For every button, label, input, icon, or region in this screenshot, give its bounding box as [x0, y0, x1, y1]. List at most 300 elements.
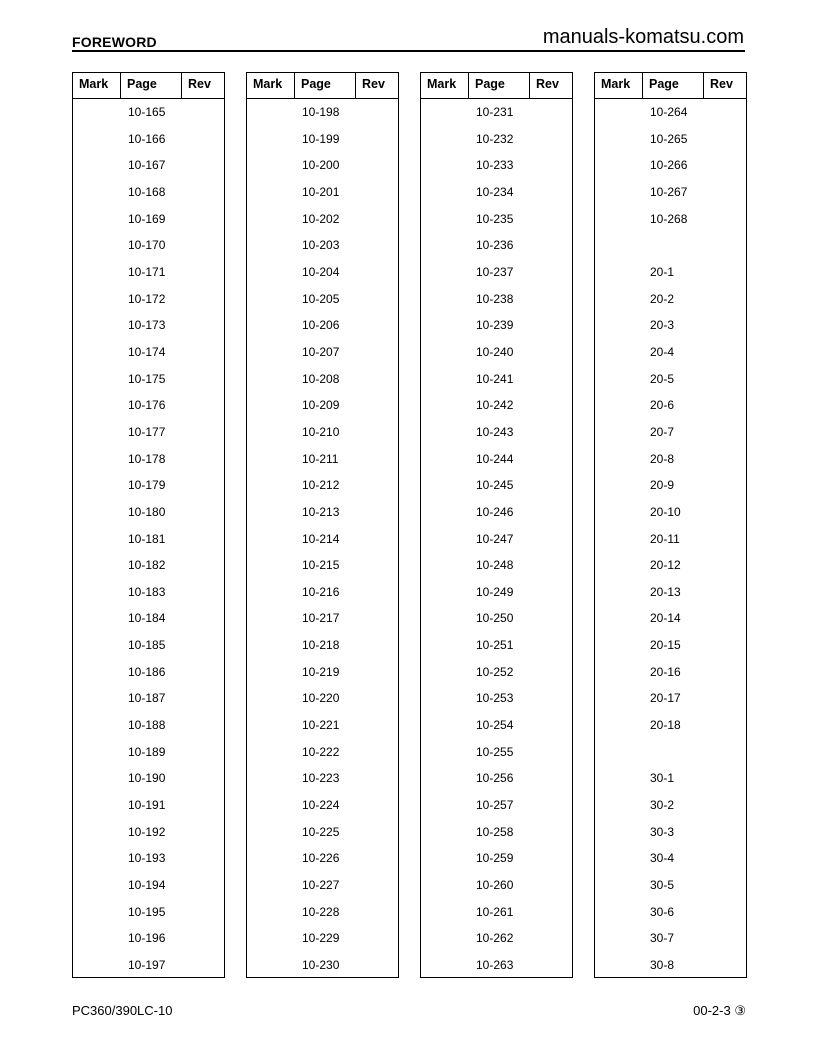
table-row [421, 499, 572, 526]
page-cell: 10-166 [128, 131, 166, 146]
rev-cell [704, 419, 746, 446]
mark-cell [73, 312, 121, 339]
page-cell: 10-218 [302, 638, 340, 653]
mark-cell [73, 232, 121, 259]
mark-cell [421, 685, 469, 712]
page-cell: 10-194 [128, 878, 166, 893]
page-cell: 10-211 [302, 451, 339, 466]
page-cell: 30-8 [650, 958, 675, 972]
rev-cell [356, 685, 398, 712]
rev-cell [530, 259, 572, 286]
page-cell: 10-190 [128, 771, 166, 786]
page-cell: 10-223 [302, 771, 340, 786]
rev-cell [530, 286, 572, 313]
mark-cell [247, 232, 295, 259]
table-row [73, 712, 224, 739]
table-header [247, 73, 398, 99]
mark-cell [595, 446, 643, 473]
rev-cell [704, 286, 746, 313]
mark-cell [73, 739, 121, 766]
rev-cell [704, 472, 746, 499]
rev-cell [356, 819, 398, 846]
rev-cell [530, 152, 572, 179]
rev-cell [356, 659, 398, 686]
mark-cell [73, 872, 121, 899]
rev-cell [356, 952, 398, 979]
mark-cell [421, 872, 469, 899]
mark-cell [73, 605, 121, 632]
rev-cell [182, 339, 224, 366]
mark-cell [595, 899, 643, 926]
table-row [595, 472, 746, 499]
page-cell: 10-220 [302, 691, 340, 706]
rev-cell [182, 552, 224, 579]
page-cell: 20-5 [650, 371, 675, 386]
mark-cell [247, 446, 295, 473]
rev-cell [530, 339, 572, 366]
page-cell: 10-228 [302, 904, 340, 919]
mark-cell [595, 739, 643, 766]
rev-cell [704, 659, 746, 686]
page-cell: 10-237 [476, 264, 514, 279]
rev-cell [704, 925, 746, 952]
page-cell: 20-9 [650, 478, 675, 493]
rev-cell [356, 472, 398, 499]
page-cell: 10-246 [476, 504, 514, 519]
page-cell: 10-200 [302, 158, 340, 173]
table-row [73, 126, 224, 153]
page-cell: 10-255 [476, 744, 514, 759]
page-cell: 10-214 [302, 531, 340, 546]
table-row [247, 99, 398, 126]
page-cell: 10-175 [128, 371, 166, 386]
rev-cell [356, 206, 398, 233]
header-mark: Mark [73, 73, 121, 98]
table-row [595, 392, 746, 419]
page-cell: 10-232 [476, 131, 514, 146]
mark-cell [73, 792, 121, 819]
table-row [595, 819, 746, 846]
page-cell: 10-236 [476, 238, 514, 253]
page-cell: 10-176 [128, 398, 166, 413]
table-row [73, 392, 224, 419]
page-cell: 30-5 [650, 878, 675, 893]
mark-cell [595, 232, 643, 259]
mark-cell [247, 99, 295, 126]
rev-cell [182, 659, 224, 686]
table-row [595, 712, 746, 739]
mark-cell [247, 712, 295, 739]
table-row [421, 925, 572, 952]
page-cell: 10-244 [476, 451, 514, 466]
rev-cell [530, 472, 572, 499]
page-cell: 10-173 [128, 318, 166, 333]
page-cell: 10-264 [650, 105, 688, 119]
table-row [73, 659, 224, 686]
table-row [595, 206, 746, 233]
page-cell: 30-4 [650, 851, 675, 866]
table-row [247, 819, 398, 846]
rev-cell [182, 792, 224, 819]
mark-cell [247, 126, 295, 153]
mark-cell [595, 99, 643, 126]
header-rev: Rev [362, 77, 385, 91]
table-row [247, 685, 398, 712]
table-row [421, 739, 572, 766]
table-row [421, 685, 572, 712]
page-cell: 30-3 [650, 824, 675, 839]
table-row [421, 419, 572, 446]
table-row [73, 286, 224, 313]
page-cell: 10-229 [302, 931, 340, 946]
mark-cell [421, 739, 469, 766]
page-cell: 10-242 [476, 398, 514, 413]
table-row [247, 152, 398, 179]
rev-cell [704, 392, 746, 419]
table-row [595, 685, 746, 712]
table-row [247, 179, 398, 206]
page-cell: 10-183 [128, 584, 166, 599]
table-row [595, 259, 746, 286]
rev-cell [530, 392, 572, 419]
page-cell: 10-197 [128, 958, 166, 972]
rev-cell [182, 925, 224, 952]
page-cell: 10-268 [650, 211, 688, 226]
rev-cell [530, 99, 572, 126]
rev-cell [530, 952, 572, 979]
table-row [247, 659, 398, 686]
header-page: Page [121, 73, 182, 98]
header-page: Page [469, 73, 530, 98]
page-cell: 10-177 [128, 424, 166, 439]
header-rev: Rev [188, 77, 211, 91]
rev-cell [182, 419, 224, 446]
mark-cell [73, 286, 121, 313]
rev-cell [182, 446, 224, 473]
mark-cell [595, 312, 643, 339]
mark-cell [247, 339, 295, 366]
rev-cell [182, 712, 224, 739]
mark-cell [247, 259, 295, 286]
mark-cell [247, 605, 295, 632]
rev-cell [356, 286, 398, 313]
mark-cell [73, 632, 121, 659]
rev-cell [182, 499, 224, 526]
table-row [595, 605, 746, 632]
mark-cell [421, 712, 469, 739]
page-cell: 10-181 [128, 531, 166, 546]
table-row [421, 259, 572, 286]
page-cell: 10-248 [476, 558, 514, 573]
mark-cell [421, 392, 469, 419]
mark-cell [595, 259, 643, 286]
mark-cell [247, 392, 295, 419]
table-row [73, 472, 224, 499]
rev-cell [182, 899, 224, 926]
rev-cell [182, 845, 224, 872]
table-row [247, 952, 398, 979]
rev-cell [530, 659, 572, 686]
table-row [73, 685, 224, 712]
table-row [73, 792, 224, 819]
mark-cell [421, 232, 469, 259]
page-cell: 10-192 [128, 824, 166, 839]
mark-cell [595, 685, 643, 712]
page-cell: 10-249 [476, 584, 514, 599]
table-row [247, 739, 398, 766]
mark-cell [421, 286, 469, 313]
page-cell: 10-198 [302, 105, 340, 119]
table-row [421, 605, 572, 632]
page-cell: 10-207 [302, 344, 340, 359]
page-cell: 20-12 [650, 558, 681, 573]
table-row [247, 232, 398, 259]
mark-cell [247, 526, 295, 553]
table-row [247, 845, 398, 872]
page-cell: 10-188 [128, 718, 166, 733]
rev-cell [530, 446, 572, 473]
table-row [595, 366, 746, 393]
table-row [247, 712, 398, 739]
table-row [247, 446, 398, 473]
page-cell: 10-262 [476, 931, 514, 946]
rev-cell [530, 232, 572, 259]
page-cell: 10-210 [302, 424, 340, 439]
table-row [595, 632, 746, 659]
header-page: Page [643, 73, 704, 98]
rev-cell [704, 685, 746, 712]
mark-cell [247, 419, 295, 446]
rev-cell [356, 366, 398, 393]
table-row [247, 632, 398, 659]
mark-cell [421, 819, 469, 846]
page-cell: 10-240 [476, 344, 514, 359]
table-row [595, 552, 746, 579]
page-cell: 20-18 [650, 718, 681, 733]
page-cell: 10-178 [128, 451, 166, 466]
mark-cell [73, 339, 121, 366]
page-cell: 10-167 [128, 158, 166, 173]
page-cell: 10-224 [302, 798, 340, 813]
page-cell: 30-2 [650, 798, 675, 813]
table-row [73, 526, 224, 553]
header-page: Page [295, 73, 356, 98]
page-cell: 10-201 [302, 184, 340, 199]
mark-cell [73, 952, 121, 979]
page-cell: 10-222 [302, 744, 340, 759]
page-cell: 20-14 [650, 611, 681, 626]
mark-cell [421, 526, 469, 553]
rev-cell [182, 206, 224, 233]
table-row [421, 99, 572, 126]
header-rev: Rev [536, 77, 559, 91]
header-rev: Rev [710, 77, 733, 91]
table-row [73, 872, 224, 899]
rev-cell [530, 685, 572, 712]
mark-cell [247, 472, 295, 499]
table-row [247, 419, 398, 446]
rev-cell [356, 99, 398, 126]
table-row [421, 765, 572, 792]
table-row [421, 659, 572, 686]
mark-cell [73, 126, 121, 153]
table-row [595, 126, 746, 153]
page-cell: 10-234 [476, 184, 514, 199]
page-cell: 10-171 [128, 264, 166, 279]
page-cell: 10-256 [476, 771, 514, 786]
table-row [73, 312, 224, 339]
page-cell: 10-186 [128, 664, 166, 679]
table-row [247, 579, 398, 606]
mark-cell [73, 552, 121, 579]
page-cell [643, 232, 704, 259]
mark-cell [421, 579, 469, 606]
rev-cell [530, 819, 572, 846]
table-row [595, 579, 746, 606]
page-table [420, 72, 573, 978]
rev-cell [530, 179, 572, 206]
rev-cell [182, 312, 224, 339]
table-row [595, 526, 746, 553]
rev-cell [182, 685, 224, 712]
mark-cell [595, 792, 643, 819]
rev-cell [356, 579, 398, 606]
mark-cell [421, 845, 469, 872]
mark-cell [73, 472, 121, 499]
page-cell: 10-226 [302, 851, 340, 866]
table-row [247, 259, 398, 286]
table-row [247, 366, 398, 393]
mark-cell [247, 179, 295, 206]
page-cell: 20-8 [650, 451, 675, 466]
rev-cell [182, 819, 224, 846]
mark-cell [73, 526, 121, 553]
page-table [72, 72, 225, 978]
rev-cell [530, 792, 572, 819]
mark-cell [247, 792, 295, 819]
rev-cell [704, 312, 746, 339]
rev-cell [356, 899, 398, 926]
mark-cell [595, 579, 643, 606]
table-row [247, 792, 398, 819]
rev-cell [356, 792, 398, 819]
mark-cell [595, 366, 643, 393]
table-row [247, 206, 398, 233]
table-row [247, 925, 398, 952]
rev-cell [704, 792, 746, 819]
page-cell: 10-251 [476, 638, 514, 653]
table-row [247, 605, 398, 632]
table-row [421, 206, 572, 233]
rev-cell [182, 739, 224, 766]
table-row [595, 899, 746, 926]
page-cell: 10-209 [302, 398, 340, 413]
mark-cell [73, 259, 121, 286]
table-row [73, 845, 224, 872]
mark-cell [247, 685, 295, 712]
mark-cell [595, 845, 643, 872]
page-cell: 20-10 [650, 504, 681, 519]
rev-cell [530, 366, 572, 393]
rev-cell [704, 845, 746, 872]
mark-cell [73, 765, 121, 792]
page-cell: 10-185 [128, 638, 166, 653]
footer-model: PC360/390LC-10 [72, 1003, 173, 1018]
table-header [595, 73, 746, 99]
page-cell: 20-3 [650, 318, 675, 333]
mark-cell [73, 712, 121, 739]
table-row [595, 152, 746, 179]
page-cell: 30-7 [650, 931, 675, 946]
table-row [421, 366, 572, 393]
table-row [73, 366, 224, 393]
rev-cell [530, 579, 572, 606]
page-cell: 10-169 [128, 211, 166, 226]
table-row [421, 286, 572, 313]
mark-cell [247, 845, 295, 872]
table-row [73, 579, 224, 606]
title-rule [72, 50, 745, 52]
page-cell: 10-221 [302, 718, 340, 733]
table-row [595, 659, 746, 686]
mark-cell [595, 472, 643, 499]
mark-cell [421, 472, 469, 499]
page-table [246, 72, 399, 978]
page-cell: 10-235 [476, 211, 514, 226]
rev-cell [356, 765, 398, 792]
mark-cell [73, 899, 121, 926]
rev-cell [182, 579, 224, 606]
mark-cell [421, 552, 469, 579]
rev-cell [356, 126, 398, 153]
rev-cell [530, 552, 572, 579]
rev-cell [356, 312, 398, 339]
table-row [595, 419, 746, 446]
mark-cell [595, 206, 643, 233]
table-row [595, 792, 746, 819]
page-cell: 20-17 [650, 691, 681, 706]
mark-cell [421, 126, 469, 153]
header-mark: Mark [595, 73, 643, 98]
rev-cell [530, 312, 572, 339]
table-row [73, 499, 224, 526]
table-row [247, 392, 398, 419]
mark-cell [247, 872, 295, 899]
page-cell: 10-204 [302, 264, 340, 279]
mark-cell [247, 952, 295, 979]
page-cell: 10-165 [128, 105, 166, 119]
table-row [73, 419, 224, 446]
rev-cell [704, 339, 746, 366]
header-mark: Mark [421, 73, 469, 98]
mark-cell [247, 579, 295, 606]
rev-cell [704, 552, 746, 579]
rev-cell [704, 872, 746, 899]
rev-cell [182, 472, 224, 499]
table-row [595, 339, 746, 366]
rev-cell [704, 179, 746, 206]
page-cell: 20-6 [650, 398, 675, 413]
page-cell: 10-230 [302, 958, 340, 972]
page-cell: 10-196 [128, 931, 166, 946]
table-row [73, 179, 224, 206]
table-row [73, 765, 224, 792]
rev-cell [356, 605, 398, 632]
page-cell: 10-195 [128, 904, 166, 919]
page-cell: 10-202 [302, 211, 340, 226]
rev-cell [530, 206, 572, 233]
mark-cell [73, 659, 121, 686]
